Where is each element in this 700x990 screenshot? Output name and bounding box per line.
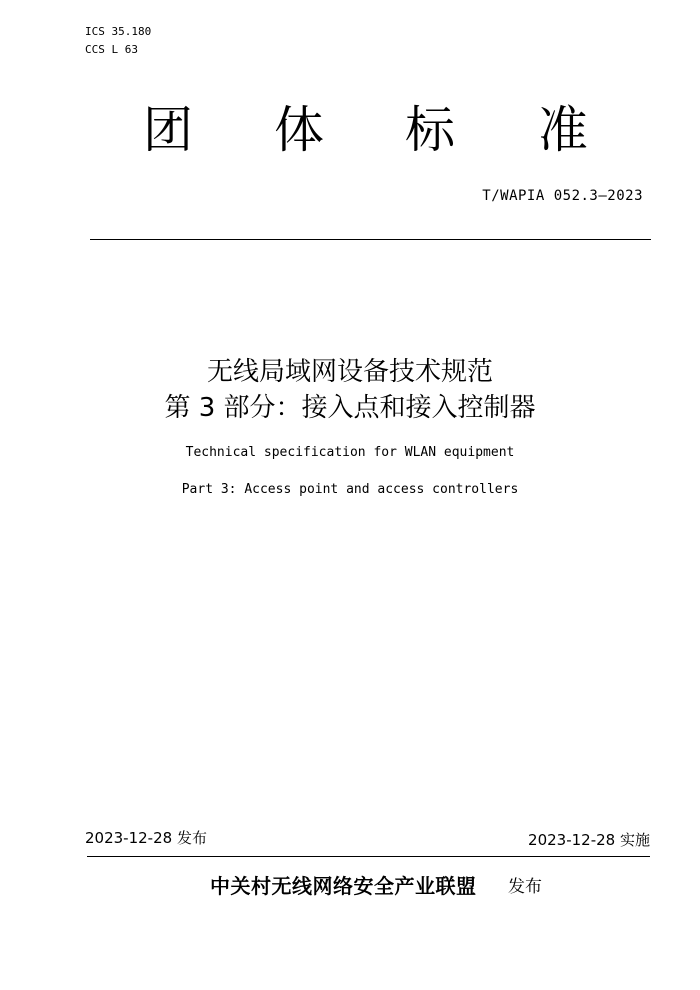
chinese-title-line-1: 无线局域网设备技术规范	[206, 357, 493, 387]
chinese-title-line-2: 第 3 部分：接入点和接入控制器	[164, 393, 536, 423]
heading-char-3: 标	[405, 101, 455, 159]
ccs-code: CCS L 63	[85, 43, 138, 56]
english-title-line-2: Part 3: Access point and access controllers	[181, 482, 519, 497]
issuer-name: 中关村无线网络安全产业联盟	[210, 874, 477, 898]
top-divider	[90, 239, 651, 240]
standard-number: T/WAPIA 052.3—2023	[482, 188, 643, 204]
ics-code: ICS 35.180	[85, 25, 152, 38]
heading-char-4: 准	[538, 101, 588, 159]
issuer-suffix: 发布	[508, 877, 542, 897]
english-title-line-1: Technical specification for WLAN equipment	[185, 445, 515, 460]
bottom-divider	[87, 856, 650, 857]
standard-type-heading	[0, 100, 700, 160]
heading-char-2: 体	[274, 101, 324, 159]
heading-char-1: 团	[143, 101, 193, 159]
implement-date: 2023-12-28 实施	[528, 831, 650, 849]
publish-date: 2023-12-28 发布	[85, 829, 207, 847]
